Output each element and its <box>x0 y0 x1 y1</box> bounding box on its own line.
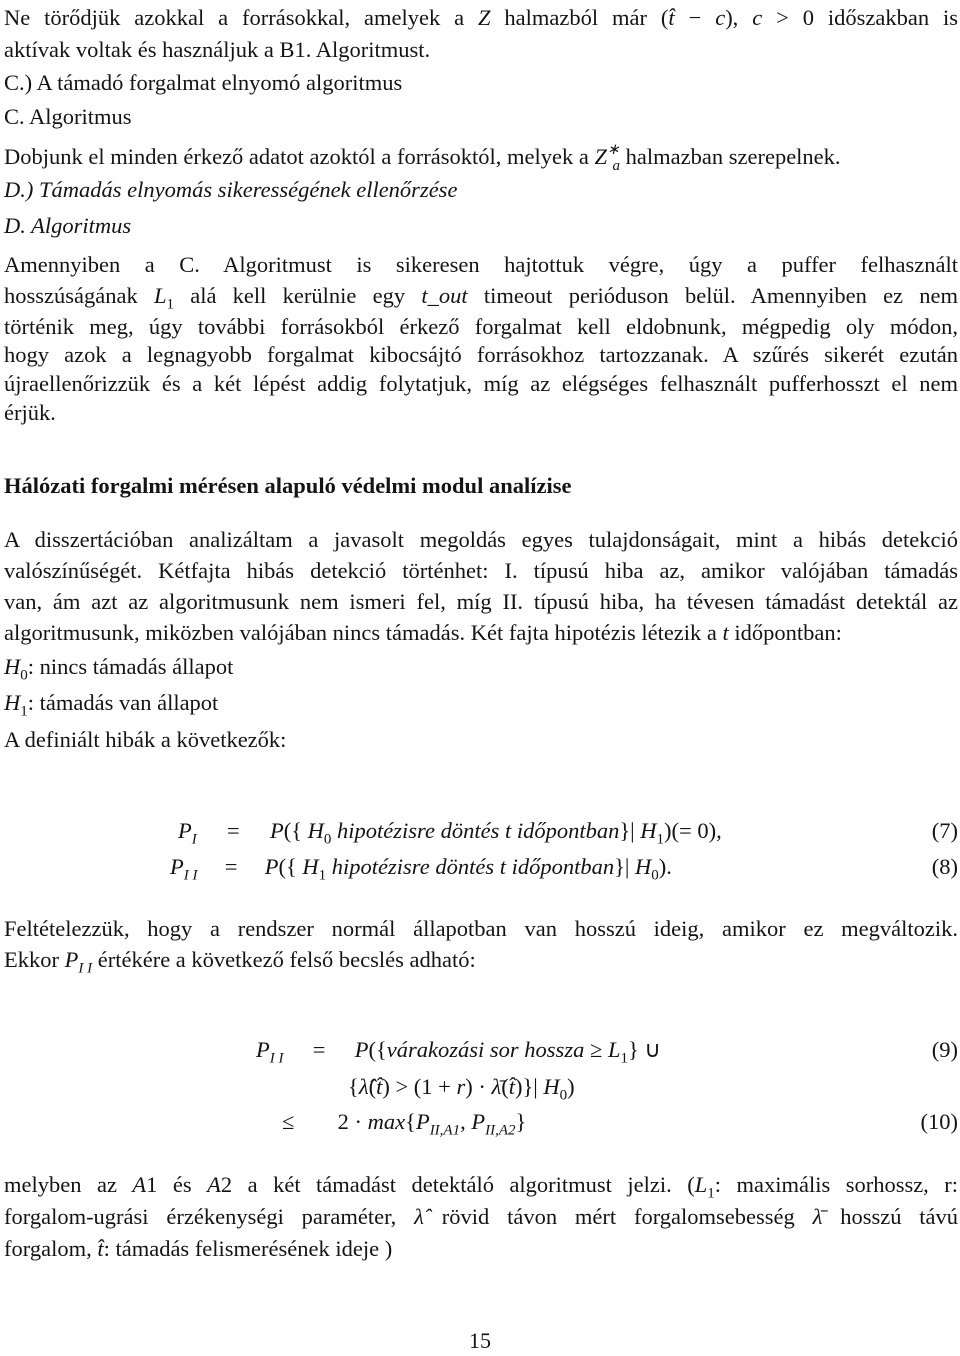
equation-9-line-2: {λ̂(t̂) > (1 + r) · λ̄(t̂)}| $H_0$) <box>348 1074 575 1104</box>
equation-9-line-1: $P_{I I}$ = P({várakozási sor hossza ≥ $L_1$} ∪ <box>256 1037 661 1067</box>
equation-8: $P_{I I} = P$({ $H_1$ hipotézisre döntés t időpontban}| $H_0$). <box>170 854 672 884</box>
text-line-f1: Feltételezzük, hogy a rendszer normál állapotban van hosszú ideig, amikor ez megváltozik. <box>4 916 958 941</box>
paragraph-line-1: A disszertációban analizáltam a javasolt megoldás egyes tulajdonságait, mint a hibás detekció <box>4 527 958 552</box>
definition-intro: A definiált hibák a következők: <box>4 727 287 752</box>
hypothesis-h1: $H_1$: támadás van állapot <box>4 690 219 720</box>
algorithm-title-c: C. Algoritmus <box>4 104 132 129</box>
equation-7: $P_I = P$({ $H_0$ hipotézisre döntés t időpontban}| $H_1)(= 0)$, <box>178 818 722 848</box>
equation-7-number: (7) <box>931 818 958 843</box>
section-heading: Hálózati forgalmi mérésen alapuló védelmi modul analízise <box>4 473 572 498</box>
text-line-12: újraellenőrizzük és a két lépést addig folytatjuk, míg az elégséges felhasznált pufferhosszt el nem <box>4 371 958 396</box>
text-line-m2: forgalom-ugrási érzékenységi paraméter, λ̂ rövid távon mért forgalomsebesség λ̄ hosszú távú <box>4 1204 959 1229</box>
equation-8-number: (8) <box>931 854 958 879</box>
page-number: 15 <box>469 1328 491 1353</box>
hypothesis-h0: $H_0$: nincs támadás állapot <box>4 654 234 684</box>
text-line-10: történik meg, úgy további forrásokból érkező forgalmat kell eldobnunk, mégpedig oly módon, <box>4 314 958 339</box>
text-line-m3: forgalom, t̂: támadás felismerésének ideje ) <box>4 1236 393 1261</box>
paragraph-line-3: van, ám azt az algoritmusunk nem ismeri fel, míg II. típusú hiba, ha tévesen támadást detektál az <box>4 589 958 614</box>
text-line-11: hogy azok a legnagyobb forgalmat kibocsájtó forrásokhoz tartozzanak. A szűrés sikerét ezután <box>4 342 958 367</box>
section-title-c: C.) A támadó forgalmat elnyomó algoritmus <box>4 70 403 95</box>
text-line-5: Dobjunk el minden érkező adatot azoktól a forrásoktól, melyek a $Z^∗_a$ halmazban szerepelnek. <box>4 141 841 174</box>
paragraph-line-2: valószínűségét. Kétfajta hibás detekció történhet: I. típusú hiba az, amikor valójában támadás <box>4 558 958 583</box>
text-line-8: Amennyiben a C. Algoritmust is sikeresen hajtottuk végre, úgy a puffer felhasznált <box>4 252 958 277</box>
text-line-f2: Ekkor $P_{I I}$ értékére a következő felső becslés adható: <box>4 947 476 977</box>
text-line-9: hosszúságának $L_1$ alá kell kerülnie egy t_out timeout perióduson belül. Amennyiben ez nem <box>4 283 959 313</box>
section-title-d: D.) Támadás elnyomás sikerességének ellenőrzése <box>4 177 458 202</box>
paragraph-line-4: algoritmusunk, miközben valójában nincs támadás. Két fajta hipotézis létezik a t időpontban: <box>4 620 842 645</box>
algorithm-title-d: D. Algoritmus <box>4 213 132 238</box>
equation-10: ≤ $2 \cdot \max\{P_{II,A1}$, $P_{II,A2}$} <box>282 1109 527 1139</box>
text-line-2: aktívak voltak és használjuk a B1. Algoritmust. <box>4 37 431 62</box>
text-line-m1: melyben az A1 és A2 a két támadást detektáló algoritmust jelzi. ($L_1$: maximális sorhossz, r: <box>4 1172 959 1202</box>
equation-9-number: (9) <box>931 1037 958 1062</box>
text-line-13: érjük. <box>4 400 56 425</box>
text-line-1: Ne törődjük azokkal a forrásokkal, amelyek a Z halmazból már (t̂ − c), c > 0 időszakban is <box>4 5 958 30</box>
equation-10-number: (10) <box>920 1109 958 1134</box>
